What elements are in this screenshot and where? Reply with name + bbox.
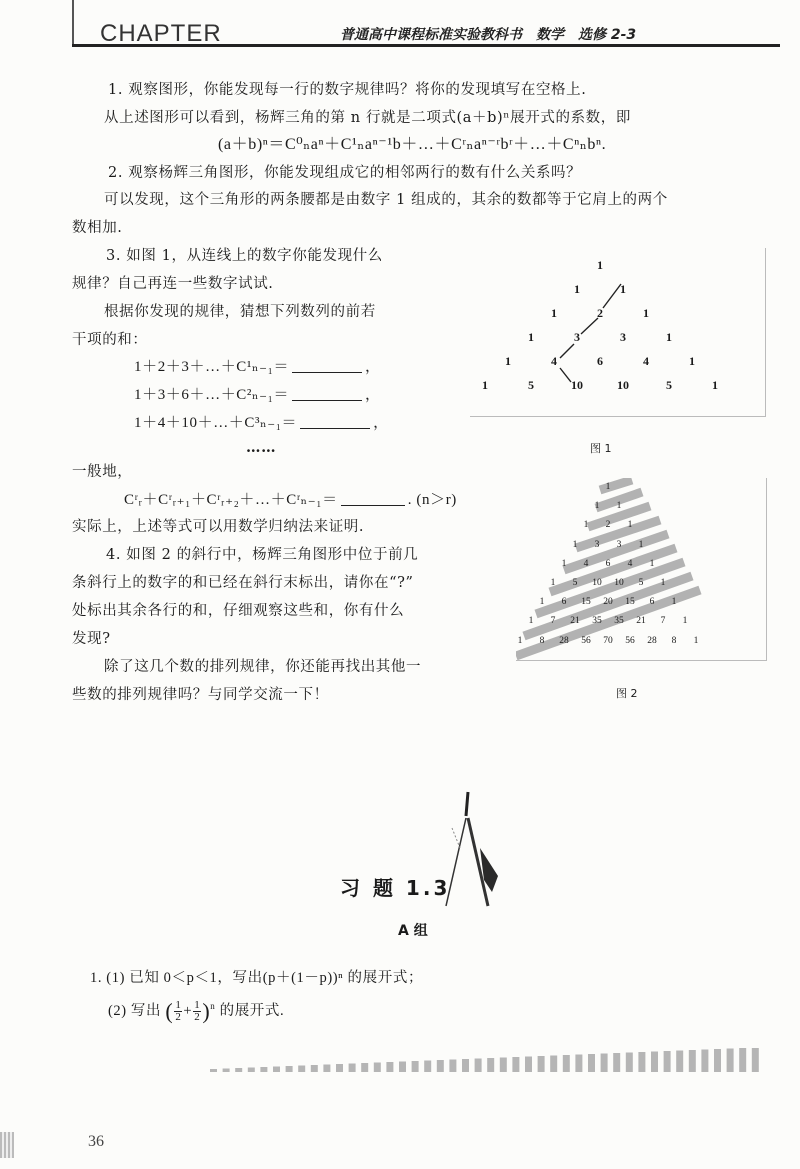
decorative-tab <box>374 1063 381 1073</box>
question-1-answer: 从上述图形可以看到，杨辉三角的第 n 行就是二项式(a＋b)ⁿ展开式的系数，即 <box>104 110 631 126</box>
question-3-line-3: 根据你发现的规律，猜想下列数列的前若 <box>104 304 376 320</box>
decorative-tab <box>361 1063 368 1072</box>
question-3-line-2: 规律？自己再连一些数字试试. <box>72 276 274 292</box>
fig2-number: 1 <box>693 635 699 646</box>
proof-note: 实际上，上述等式可以用数学归纳法来证明. <box>72 519 365 535</box>
decorative-tab <box>248 1068 255 1073</box>
exercise-1-part-2-suffix: 的展开式. <box>219 1002 285 1019</box>
decorative-tab <box>286 1066 293 1072</box>
fig1-number: 1 <box>528 330 534 344</box>
figure-2-caption: 图 2 <box>616 687 638 700</box>
fig2-number: 15 <box>581 597 591 608</box>
fig1-number: 1 <box>597 258 603 272</box>
exercise-1-part-1: 1. (1) 已知 0＜p＜1，写出(p＋(1－p))ⁿ 的展开式； <box>90 970 424 986</box>
chapter-label: CHAPTER <box>100 20 222 47</box>
fraction-half: $\frac{1}{2}$ <box>175 999 182 1023</box>
fig1-number: 4 <box>643 354 649 368</box>
fig2-number: 1 <box>561 558 567 569</box>
decorative-tab <box>462 1059 469 1072</box>
sum-row-1-comma: ， <box>365 359 381 375</box>
fig1-number: 1 <box>505 354 511 368</box>
fig2-number: 7 <box>550 616 556 627</box>
general-formula: Cʳᵣ＋Cʳᵣ₊₁＋Cʳᵣ₊₂＋…＋Cʳₙ₋₁＝ <box>124 492 338 508</box>
fig2-number: 21 <box>570 616 580 627</box>
decorative-tab <box>336 1064 343 1072</box>
decorative-tab <box>739 1048 746 1072</box>
fig2-number: 1 <box>572 539 578 550</box>
fig2-number: 15 <box>625 597 635 608</box>
fig2-number: 1 <box>550 578 556 588</box>
fig1-number: 1 <box>689 354 695 368</box>
fig2-number: 4 <box>583 558 589 569</box>
fig2-number: 7 <box>660 616 666 627</box>
fig2-number: 20 <box>603 597 613 608</box>
fig1-number: 1 <box>482 378 488 392</box>
fig2-number: 1 <box>660 578 666 588</box>
decorative-tab <box>311 1065 318 1072</box>
decorative-tab <box>223 1069 230 1073</box>
fig1-number: 10 <box>617 378 629 392</box>
decorative-tab <box>601 1054 608 1073</box>
fig2-number: 21 <box>636 616 646 627</box>
fig2-number: 1 <box>594 501 600 512</box>
exercise-1-part-2-prefix: (2) 写出 <box>108 1002 162 1019</box>
decorative-tab <box>714 1049 721 1072</box>
decorative-tab <box>651 1052 658 1073</box>
fig2-number: 5 <box>638 578 644 588</box>
sum-row-3 <box>134 413 389 433</box>
fig2-number: 8 <box>671 635 677 646</box>
binomial-formula: (a＋b)ⁿ＝C⁰ₙaⁿ＋C¹ₙaⁿ⁻¹b＋…＋Cʳₙaⁿ⁻ʳbʳ＋…＋Cⁿₙbⁿ. <box>218 136 607 153</box>
fig2-number: 3 <box>616 539 622 550</box>
sum-row-2-comma: ， <box>365 387 381 403</box>
decorative-tab <box>727 1049 734 1073</box>
fig2-number: 10 <box>614 578 624 588</box>
fig2-number: 56 <box>581 635 591 646</box>
decorative-tab <box>752 1048 759 1072</box>
decorative-tab <box>437 1060 444 1072</box>
sum-row-2 <box>134 385 381 405</box>
decorative-strip <box>210 1048 770 1078</box>
decorative-tab <box>412 1061 419 1072</box>
sum-row-1 <box>134 357 381 377</box>
fig2-number: 1 <box>671 597 677 608</box>
fig2-number: 10 <box>592 578 602 588</box>
scan-edge-mark <box>0 1132 14 1158</box>
sum-row-3-comma: ， <box>373 415 389 431</box>
fig2-number: 6 <box>605 558 611 569</box>
decorative-tab <box>487 1058 494 1072</box>
ellipsis: …… <box>246 439 277 456</box>
exercise-title: 习 题 1.3 <box>340 876 451 900</box>
answer-blank <box>292 386 362 401</box>
fig2-number: 1 <box>583 520 589 531</box>
fig1-number: 1 <box>712 378 718 392</box>
decorative-tab <box>676 1051 683 1073</box>
sum-row-3-formula: 1＋4＋10＋…＋C³ₙ₋₁＝ <box>134 415 298 431</box>
figure-1-pascal-triangle <box>470 248 766 417</box>
question-4-line-1: 4. 如图 2 的斜行中，杨辉三角图形中位于前几 <box>106 547 419 563</box>
question-2: 2. 观察杨辉三角图形，你能发现组成它的相邻两行的数有什么关系吗？ <box>108 165 582 181</box>
header-left-rule <box>72 0 74 44</box>
fig1-number: 6 <box>597 354 603 368</box>
fig2-number: 1 <box>616 501 622 512</box>
decorative-tab <box>626 1053 633 1073</box>
fig2-number: 1 <box>539 597 545 608</box>
decorative-tab <box>664 1051 671 1072</box>
fig2-number: 35 <box>592 616 602 627</box>
decorative-tab <box>638 1052 645 1072</box>
decorative-tab <box>613 1053 620 1072</box>
decorative-tab <box>563 1055 570 1072</box>
fig2-number: 35 <box>614 616 624 627</box>
exercise-group-label: A 组 <box>398 923 428 939</box>
decorative-tab <box>500 1058 507 1073</box>
answer-blank <box>341 491 405 506</box>
decorative-tab <box>689 1050 696 1072</box>
decorative-tab <box>273 1067 280 1073</box>
question-4-line-3: 处标出其余各行的和，仔细观察这些和，你有什么 <box>72 603 405 619</box>
figure-2-diagonal-sums <box>516 478 767 661</box>
decorative-tab <box>475 1059 482 1073</box>
fig1-number: 1 <box>620 282 626 296</box>
general-label: 一般地， <box>72 464 133 480</box>
question-5-line-1: 除了这几个数的排列规律，你还能再找出其他一 <box>104 659 422 675</box>
answer-blank <box>300 414 370 429</box>
question-4-line-4: 发现? <box>72 631 111 647</box>
general-formula-row <box>124 490 457 510</box>
sum-row-2-formula: 1＋3＋6＋…＋C²ₙ₋₁＝ <box>134 387 290 403</box>
question-2-answer-line-1: 可以发现，这个三角形的两条腰都是由数字 1 组成的，其余的数都等于它肩上的两个 <box>104 192 668 208</box>
question-5-line-2: 些数的排列规律吗？与同学交流一下！ <box>72 687 329 703</box>
general-condition: . (n＞r) <box>407 492 457 508</box>
fig2-number: 5 <box>572 578 578 588</box>
plus-sign: + <box>183 1002 193 1019</box>
decorative-tab <box>525 1057 532 1073</box>
decorative-tab <box>210 1069 217 1072</box>
paren-close: ) <box>202 998 211 1024</box>
sum-row-1-formula: 1＋2＋3＋…＋C¹ₙ₋₁＝ <box>134 359 290 375</box>
fig2-number: 4 <box>627 558 633 569</box>
compass-icon <box>440 788 510 913</box>
fig2-number: 2 <box>605 520 611 531</box>
fig1-number: 3 <box>620 330 626 344</box>
paren-open: ( <box>165 998 174 1024</box>
fig2-number: 3 <box>594 539 600 550</box>
decorative-tab <box>349 1064 356 1073</box>
decorative-tab <box>298 1066 305 1073</box>
fig2-number: 56 <box>625 635 635 646</box>
fig1-number: 1 <box>666 330 672 344</box>
fig2-number: 28 <box>647 635 657 646</box>
decorative-tab <box>323 1065 330 1073</box>
answer-blank <box>292 358 362 373</box>
fig2-number: 70 <box>603 635 613 646</box>
fraction-half: $\frac{1}{2}$ <box>194 999 201 1023</box>
fig1-number: 2 <box>597 306 603 320</box>
decorative-tab <box>386 1062 393 1072</box>
decorative-tab <box>538 1056 545 1072</box>
decorative-tab <box>235 1068 242 1072</box>
decorative-tab <box>399 1062 406 1073</box>
decorative-tab <box>449 1060 456 1073</box>
fig1-number: 10 <box>571 378 583 392</box>
question-4-line-2: 条斜行上的数字的和已经在斜行末标出，请你在“?” <box>72 575 414 591</box>
figure-2-diagonal-bands <box>516 478 766 660</box>
exercise-1-part-2: (2) 写出 ( $\frac{1}{2}$ + $\frac{1}{2}$ )$^n$ 的展开式. <box>108 998 285 1024</box>
question-2-answer-line-2: 数相加. <box>72 220 123 236</box>
fig2-number: 1 <box>638 539 644 550</box>
fig2-number: 6 <box>561 597 567 608</box>
question-1: 1. 观察图形，你能发现每一行的数字规律吗？将你的发现填写在空格上. <box>108 82 587 98</box>
question-3-line-1: 3. 如图 1，从连线上的数字你能发现什么 <box>106 248 383 264</box>
fig2-number: 1 <box>517 635 523 646</box>
fig2-number: 8 <box>539 635 545 646</box>
question-3-line-4: 干项的和： <box>72 332 148 348</box>
decorative-tab <box>701 1050 708 1073</box>
decorative-tab <box>512 1057 519 1072</box>
fig2-number: 1 <box>528 616 534 627</box>
fig1-number: 1 <box>551 306 557 320</box>
fig1-number: 4 <box>551 354 557 368</box>
fig1-number: 5 <box>666 378 672 392</box>
decorative-tab <box>575 1055 582 1073</box>
page-number: 36 <box>88 1133 104 1150</box>
fig2-number: 1 <box>649 558 655 569</box>
decorative-tab <box>588 1054 595 1072</box>
fig2-number: 6 <box>649 597 655 608</box>
fig2-number: 28 <box>559 635 569 646</box>
decorative-tab <box>424 1061 431 1073</box>
decorative-tab <box>550 1056 557 1073</box>
fig2-number: 1 <box>682 616 688 627</box>
book-title: 普通高中课程标准实验教科书 数学 选修 2-3 <box>340 27 637 43</box>
fig1-number: 1 <box>643 306 649 320</box>
decorative-tab <box>260 1067 267 1072</box>
figure-1-caption: 图 1 <box>590 442 612 455</box>
fig1-number: 1 <box>574 282 580 296</box>
fig2-number: 1 <box>605 482 611 492</box>
fig1-number: 5 <box>528 378 534 392</box>
fig1-number: 3 <box>574 330 580 344</box>
fig2-number: 1 <box>627 520 633 531</box>
